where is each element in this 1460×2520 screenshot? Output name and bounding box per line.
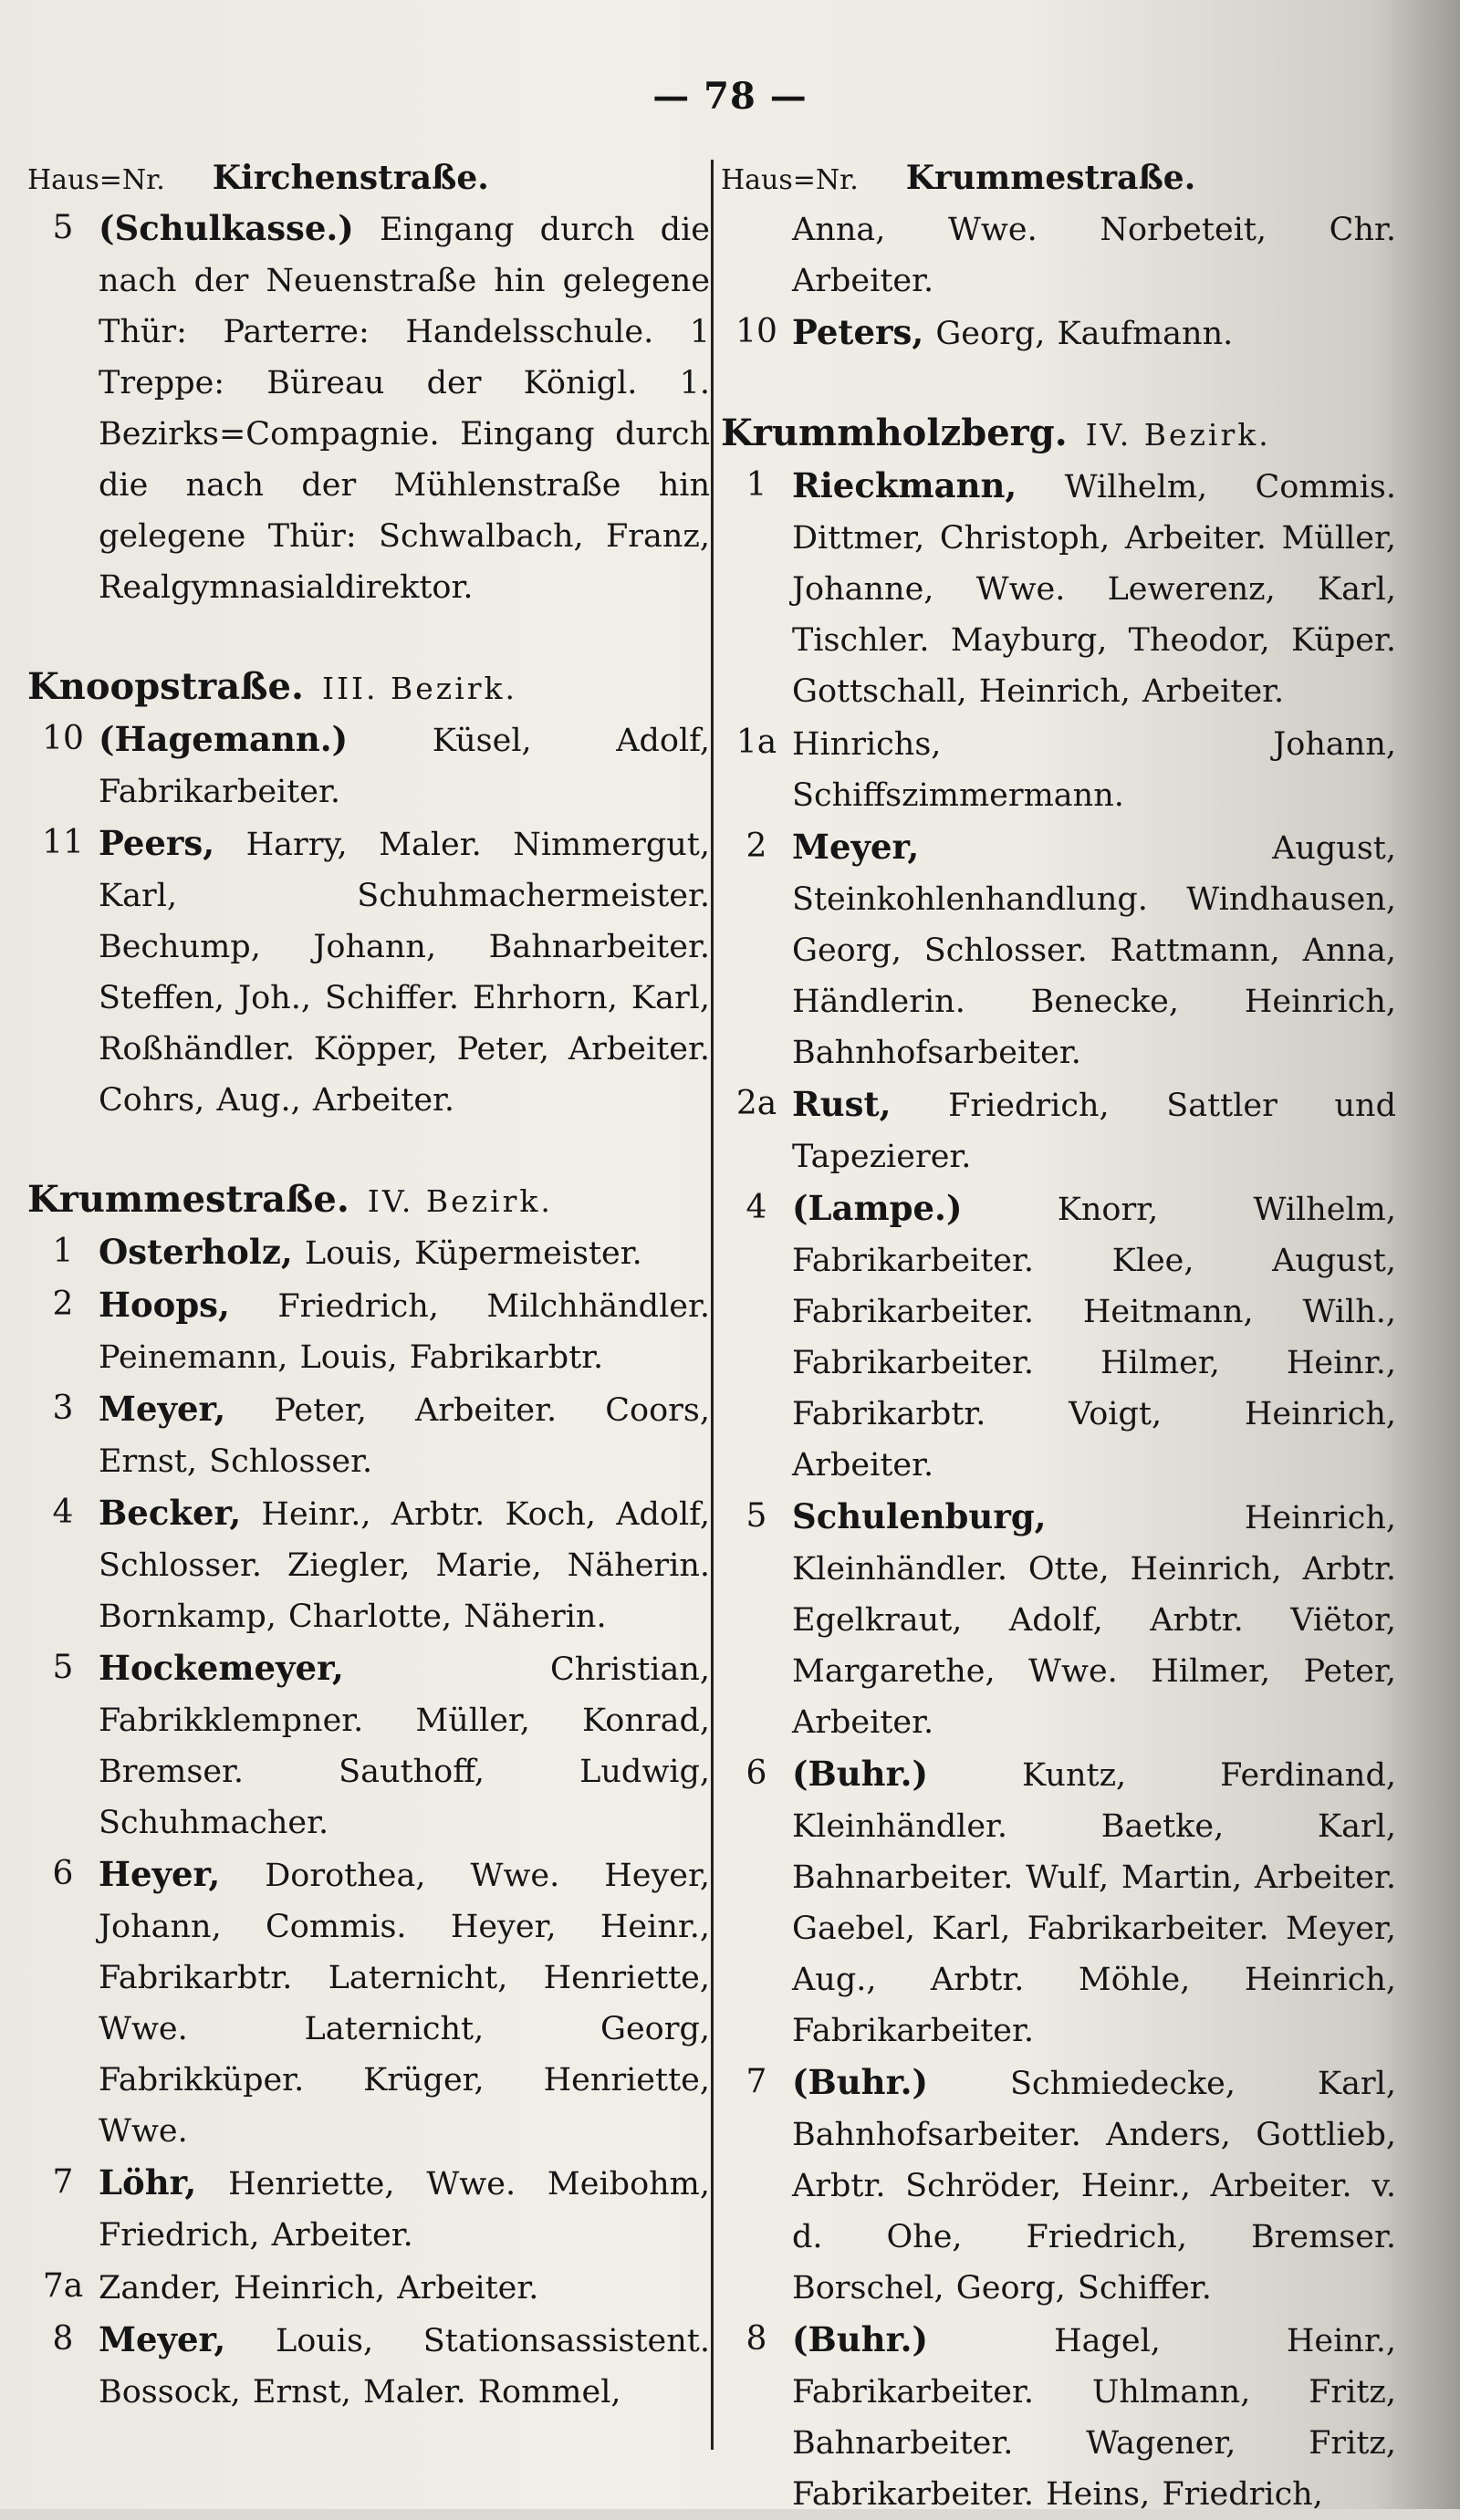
entry-details: Küsel, Adolf, Fabrikarbeiter. [99,723,710,810]
section-header [721,407,1396,460]
entry-lead-name: (Buhr.) [792,2062,929,2102]
entry-details: Hagel, Heinr., Fabrikarbeiter. Uhlmann, Fritz, Bahnarbeiter. Wagener, Fritz, Fabrikarbeiter. Heins, Friedrich, [792,2323,1396,2513]
entry-row [27,1848,710,2157]
top-entries [27,203,710,613]
house-number: 10 [42,720,84,757]
house-number: 5 [746,1497,767,1535]
house-number: 6 [746,1755,767,1792]
entry-row [721,1182,1396,1491]
page-number: — 78 — [652,75,808,118]
street-section [721,407,1396,2520]
section-district: IV. Bezirk. [367,1183,553,1219]
entry-details: Georg, Kaufmann. [923,316,1234,352]
entry-details: Kuntz, Ferdinand, Kleinhändler. Baetke, Karl, Bahnarbeiter. Wulf, Martin, Arbeiter. Gaebel, Karl, Fabrikarbeiter. Meyer, Aug., Arbtr. Möhle, Heinrich, Fabrikarbeiter. [792,1757,1396,2049]
entry-lead-name: (Buhr.) [792,1754,929,1794]
house-number: 8 [746,2320,767,2358]
entry-text [99,1279,710,1383]
house-number: 1a [735,724,777,761]
entry-text [792,717,1396,821]
entry-row [721,1078,1396,1182]
entry-text [99,1487,710,1642]
entry-row [27,817,710,1126]
entry-text [792,203,1396,307]
house-number: 7a [42,2267,84,2305]
entry-lead-name: Meyer, [99,1389,226,1429]
entry-details: Peter, Arbeiter. Coors, Ernst, Schlosser. [99,1392,710,1480]
house-number: 11 [42,824,84,861]
right-column [721,153,1396,2520]
entry-row [27,1383,710,1487]
section-district: IV. Bezirk. [1085,417,1271,453]
entry-lead-name: Peters, [792,312,924,352]
column-divider [711,160,714,2450]
entry-details: Knorr, Wilhelm, Fabrikarbeiter. Klee, August, Fabrikarbeiter. Heitmann, Wilh., Fabrikarbeiter. Hilmer, Heinr., Fabrikarbtr. Voigt, Heinrich, Arbeiter. [792,1192,1396,1484]
entry-lead-name: Hoops, [99,1285,230,1325]
entry-text [792,460,1396,717]
entry-lead-name: (Hagemann.) [99,719,349,759]
entry-details: Christian, Fabrikklempner. Müller, Konrad, Bremser. Sauthoff, Ludwig, Schuhmacher. [99,1651,710,1841]
entry-text [792,1182,1396,1491]
entry-details: Wilhelm, Commis. Dittmer, Christoph, Arbeiter. Müller, Johanne, Wwe. Lewerenz, Karl, Tischler. Mayburg, Theodor, Küper. Gottschall, Heinrich, Arbeiter. [792,469,1396,710]
street-sections [27,661,710,2418]
section-street-name: Krummholzberg. [721,411,1068,454]
house-number: 4 [746,1189,767,1226]
entry-text [99,713,710,817]
entry-row [27,1226,710,1279]
entry-details: August, Steinkohlenhandlung. Windhausen, Georg, Schlosser. Rattmann, Anna, Händlerin. Benecke, Heinrich, Bahnhofsarbeiter. [792,830,1396,1071]
entry-row [27,1487,710,1642]
entry-lead-name: (Buhr.) [792,2319,929,2359]
section-street-name: Krummestraße. [27,1178,349,1221]
entry-details: Friedrich, Sattler und Tapezierer. [792,1088,1396,1175]
entry-details: Hinrichs, Johann, Schiffszimmermann. [792,726,1396,814]
house-number: 3 [52,1390,74,1427]
house-number: 2 [52,1286,74,1323]
entry-details: Friedrich, Milchhändler. Peinemann, Louis, Fabrikarbtr. [99,1288,710,1376]
entry-row [27,2261,710,2314]
entry-row [721,1748,1396,2057]
entry-row [27,1642,710,1848]
house-number: 8 [52,2320,74,2358]
section-street-name: Knoopstraße. [27,665,304,708]
entry-lead-name: Hockemeyer, [99,1648,344,1688]
entry-lead-name: Meyer, [99,2319,226,2359]
entry-text [99,1642,710,1848]
entry-text [99,1848,710,2157]
entry-details: Dorothea, Wwe. Heyer, Johann, Commis. Heyer, Heinr., Fabrikarbtr. Laternicht, Henriette, Wwe. Laternicht, Georg, Fabrikküper. Krüger, Henriette, Wwe. [99,1858,710,2150]
house-number-label: Haus=Nr. [721,164,859,196]
entry-lead-name: Schulenburg, [792,1496,1047,1536]
entry-row [721,460,1396,717]
entry-lead-name: Becker, [99,1493,242,1533]
entry-lead-name: Heyer, [99,1854,221,1894]
house-number: 5 [52,209,74,246]
house-number: 1 [52,1233,74,1270]
entry-row [27,203,710,613]
street-heading: Krummestraße. [905,159,1196,197]
entry-row [721,2057,1396,2314]
house-number: 4 [52,1494,74,1531]
entry-lead-name: Meyer, [792,827,920,867]
entry-lead-name: (Schulkasse.) [99,208,354,248]
entry-row [27,1279,710,1383]
house-number: 1 [746,466,767,504]
entry-row [27,713,710,817]
house-number: 5 [52,1649,74,1686]
entry-row [27,2157,710,2261]
entry-text [792,1078,1396,1182]
entry-lead-name: (Lampe.) [792,1188,963,1228]
entry-text [99,817,710,1126]
entry-details: Eingang durch die nach der Neuenstraße hin gelegene Thür: Parterre: Handelsschule. 1 Treppe: Büreau der Königl. 1. Bezirks=Compagnie. Eingang durch die nach der Mühlenstraße hin gelegene Thür: Schwalbach, Franz, Realgymnasialdirektor. [99,212,710,606]
left-column [27,153,710,2418]
house-number: 7 [746,2063,767,2100]
entry-lead-name: Osterholz, [99,1232,293,1272]
entry-details: Louis, Küpermeister. [292,1235,642,1272]
entry-details: Louis, Stationsassistent. Bossock, Ernst, Maler. Rommel, [99,2323,710,2411]
house-number: 2a [735,1085,777,1122]
house-number: 6 [52,1855,74,1892]
street-section [27,1173,710,2418]
house-number: 10 [735,313,777,350]
entry-details: Zander, Heinrich, Arbeiter. [99,2270,539,2307]
entry-lead-name: Löhr, [99,2162,197,2202]
entry-text [99,2157,710,2261]
street-heading: Kirchenstraße. [212,159,489,197]
section-header [27,661,710,713]
entry-text [792,2057,1396,2314]
entry-row [721,2314,1396,2520]
entry-row [721,1491,1396,1748]
entry-text [792,1748,1396,2057]
column-header [721,153,1396,203]
entry-row [721,203,1396,307]
entry-details: Heinr., Arbtr. Koch, Adolf, Schlosser. Ziegler, Marie, Näherin. Bornkamp, Charlotte, Näherin. [99,1496,710,1635]
entry-text [99,2261,710,2314]
entry-text [99,1383,710,1487]
top-entries [721,203,1396,359]
entry-text [99,1226,710,1279]
entry-details: Heinrich, Kleinhändler. Otte, Heinrich, Arbtr. Egelkraut, Adolf, Arbtr. Viëtor, Margarethe, Wwe. Hilmer, Peter, Arbeiter. [792,1500,1396,1741]
entry-lead-name: Peers, [99,823,215,863]
entry-lead-name: Rieckmann, [792,465,1017,505]
entry-details: Anna, Wwe. Norbeteit, Chr. Arbeiter. [792,212,1396,299]
entry-text [792,821,1396,1078]
entry-lead-name: Rust, [792,1084,892,1124]
entry-text [792,1491,1396,1748]
entry-row [721,821,1396,1078]
section-header [27,1173,710,1226]
entry-row [27,2314,710,2418]
entry-details: Harry, Maler. Nimmergut, Karl, Schuhmachermeister. Bechump, Johann, Bahnarbeiter. Steffen, Joh., Schiffer. Ehrhorn, Karl, Roßhändler. Köpper, Peter, Arbeiter. Cohrs, Aug., Arbeiter. [99,827,710,1119]
entry-text [99,203,710,613]
house-number: 7 [52,2163,74,2201]
street-sections [721,407,1396,2520]
entry-text [99,2314,710,2418]
entry-row [721,717,1396,821]
entry-text [792,2314,1396,2520]
column-header [27,153,710,203]
street-section [27,661,710,1126]
entry-row [721,307,1396,359]
section-district: III. Bezirk. [321,671,518,706]
house-number-label: Haus=Nr. [27,164,165,196]
entry-details: Schmiedecke, Karl, Bahnhofsarbeiter. Anders, Gottlieb, Arbtr. Schröder, Heinr., Arbeiter. v. d. Ohe, Friedrich, Bremser. Borschel, Georg, Schiffer. [792,2066,1396,2307]
house-number: 2 [746,828,767,865]
entry-details: Henriette, Wwe. Meibohm, Friedrich, Arbeiter. [99,2166,710,2254]
entry-text [792,307,1396,359]
